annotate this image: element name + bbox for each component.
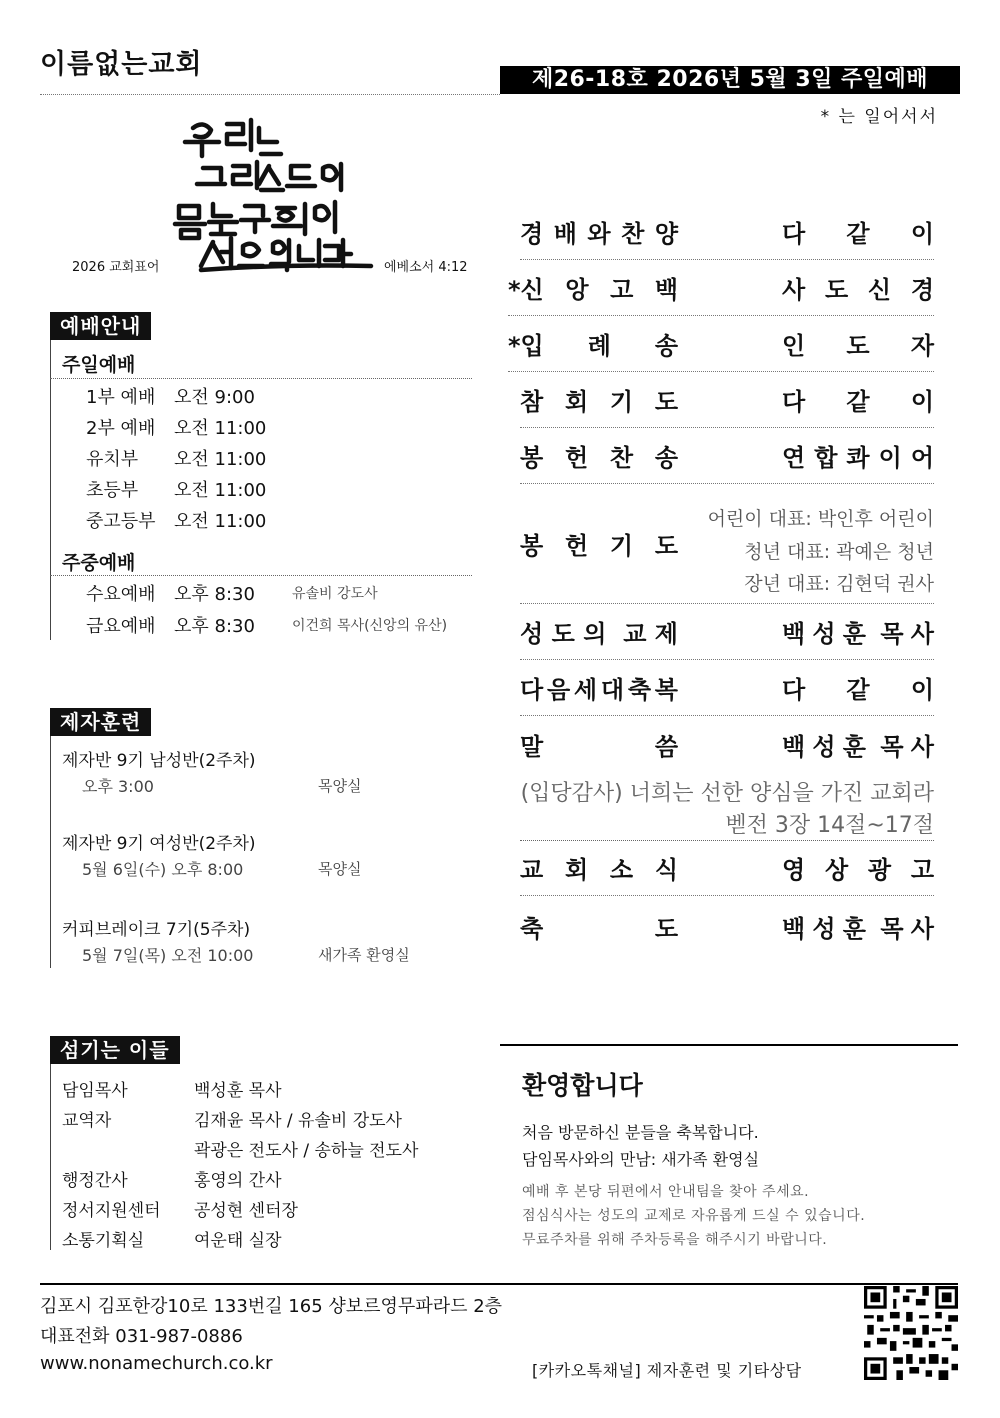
training-room: 새가족 환영실 (318, 946, 410, 964)
schedule-row (86, 580, 378, 606)
servant-role: 정서지원센터 (62, 1201, 161, 1221)
prayer-leader: 어린이 대표: 박인후 어린이 (707, 508, 934, 530)
welcome-note: 무료주차를 위해 주차등록을 해주시기 바랍니다. (522, 1232, 828, 1248)
church-website[interactable]: www.nonamechurch.co.kr (40, 1353, 273, 1374)
servant-name: 홍영의 간사 (194, 1171, 282, 1191)
service-time: 오후 8:30 (174, 616, 255, 637)
order-leader: 연 합 콰 이 어 (782, 444, 934, 472)
kakao-channel-note: [카카오톡채널] 제자훈련 및 기타상담 (532, 1361, 802, 1380)
prayer-leader: 장년 대표: 김현덕 권사 (744, 573, 934, 595)
service-name: 초등부 (86, 480, 139, 501)
service-time: 오전 11:00 (174, 511, 267, 532)
church-name: 이름없는교회 (40, 49, 203, 80)
training-title: 제자반 9기 남성반(2주차) (62, 751, 256, 771)
service-time: 오전 11:00 (174, 480, 267, 501)
order-item: 성 도 의 교 제 (520, 620, 678, 648)
service-name: 1부 예배 (86, 387, 156, 408)
training-rule (50, 708, 51, 968)
qr-code-icon[interactable] (864, 1286, 958, 1380)
welcome-divider (500, 1044, 958, 1046)
order-row-sermon (520, 716, 934, 772)
order-row-repentance (520, 372, 934, 428)
training-title: 커피브레이크 7기(5주차) (62, 920, 251, 940)
training-tag: 제자훈련 (50, 708, 151, 736)
welcome-text: 담임목사와의 만남: 새가족 환영실 (522, 1150, 760, 1169)
order-item: 교 회 소 식 (520, 856, 678, 884)
order-row-church-news (520, 840, 934, 896)
weekday-worship-heading: 주중예배 (62, 552, 136, 574)
servants-rule (50, 1036, 51, 1250)
training-time: 5월 6일(수) 오후 8:00 (82, 860, 244, 879)
order-row-hymn (508, 316, 934, 372)
worship-info-rule (50, 312, 51, 640)
order-row-call-to-worship (520, 204, 934, 260)
church-address: 김포시 김포한강10로 133번길 165 샹보르영무파라드 2층 (40, 1296, 503, 1317)
service-time: 오후 8:30 (174, 584, 255, 605)
order-leader: 인 도 자 (782, 332, 934, 360)
motto-verse: 에베소서 4:12 (384, 260, 468, 275)
section-divider (50, 378, 472, 379)
service-name: 중고등부 (86, 511, 156, 532)
service-name: 금요예배 (86, 616, 156, 637)
motto-label: 2026 교회표어 (72, 260, 160, 275)
service-leader: 이건희 목사(신앙의 유산) (292, 618, 448, 634)
section-divider (50, 575, 472, 576)
order-item: 말 씀 (520, 732, 678, 761)
order-item: *신 앙 고 백 (508, 276, 678, 304)
order-item: 축 도 (520, 914, 678, 943)
training-time: 5월 7일(목) 오전 10:00 (82, 946, 254, 965)
order-item: *입 례 송 (508, 332, 678, 360)
welcome-note: 예배 후 본당 뒤편에서 안내팀을 찾아 주세요. (522, 1184, 810, 1200)
welcome-text: 처음 방문하신 분들을 축복합니다. (522, 1123, 759, 1142)
stand-note: * 는 일어서서 (820, 107, 938, 127)
service-time: 오전 11:00 (174, 449, 267, 470)
order-row-next-generation (520, 660, 934, 716)
servant-name: 백성훈 목사 (194, 1081, 282, 1101)
order-item: 경 배 와 찬 양 (520, 220, 678, 248)
order-row-fellowship (520, 604, 934, 660)
order-leader: 다 같 이 (782, 220, 934, 248)
worship-info-tag: 예배안내 (50, 312, 151, 340)
servant-name: 곽광은 전도사 / 송하늘 전도사 (194, 1141, 419, 1161)
schedule-row (86, 445, 292, 471)
order-leader: 백 성 훈 목 사 (782, 732, 934, 761)
schedule-row (86, 612, 447, 638)
church-phone: 대표전화 031-987-0886 (40, 1326, 243, 1347)
service-leader: 유솔비 강도사 (292, 586, 378, 602)
order-leader: 사 도 신 경 (782, 276, 934, 304)
welcome-title: 환영합니다 (522, 1071, 643, 1100)
order-row-benediction (520, 898, 934, 954)
order-item: 다 음 세 대 축 복 (520, 676, 678, 704)
servant-name: 김재윤 목사 / 유솔비 강도사 (194, 1111, 402, 1131)
order-item: 봉 헌 찬 송 (520, 444, 678, 472)
order-row-offering-song (520, 428, 934, 484)
service-name: 수요예배 (86, 584, 156, 605)
order-leader: 다 같 이 (782, 676, 934, 704)
order-row-creed (508, 260, 934, 316)
motto-calligraphy (165, 110, 375, 275)
servant-name: 여운태 실장 (194, 1231, 282, 1251)
servants-tag: 섬기는 이들 (50, 1036, 180, 1064)
training-time: 오후 3:00 (82, 777, 154, 796)
servant-role: 소통기획실 (62, 1231, 145, 1251)
training-room: 목양실 (318, 777, 362, 795)
service-time: 오전 11:00 (174, 418, 267, 439)
sermon-reference: 벧전 3장 14절~17절 (725, 813, 934, 838)
service-name: 2부 예배 (86, 418, 156, 439)
order-leader: 다 같 이 (782, 388, 934, 416)
training-title: 제자반 9기 여성반(2주차) (62, 834, 256, 854)
order-leader: 백 성 훈 목 사 (782, 620, 934, 648)
servant-name: 공성현 센터장 (194, 1201, 298, 1221)
schedule-row (86, 507, 292, 533)
issue-banner: 제26-18호 2026년 5월 3일 주일예배 (500, 66, 960, 94)
welcome-note: 점심식사는 성도의 교제로 자유롭게 드실 수 있습니다. (522, 1208, 866, 1224)
schedule-row (86, 383, 292, 409)
schedule-row (86, 476, 292, 502)
order-leader: 백 성 훈 목 사 (782, 914, 934, 943)
servant-role: 교역자 (62, 1111, 112, 1131)
servant-role: 담임목사 (62, 1081, 128, 1101)
sunday-worship-heading: 주일예배 (62, 354, 136, 376)
service-time: 오전 9:00 (174, 387, 255, 408)
service-name: 유치부 (86, 449, 139, 470)
order-item: 참 회 기 도 (520, 388, 678, 416)
order-leader: 영 상 광 고 (782, 856, 934, 884)
schedule-row (86, 414, 292, 440)
servant-role: 행정간사 (62, 1171, 128, 1191)
prayer-leader: 청년 대표: 곽예은 청년 (744, 541, 934, 563)
footer-divider (40, 1283, 958, 1285)
sermon-title: (입당감사) 너희는 선한 양심을 가진 교회라 (520, 781, 934, 806)
order-item: 봉 헌 기 도 (520, 532, 678, 560)
training-room: 목양실 (318, 860, 362, 878)
header-divider (40, 94, 500, 95)
